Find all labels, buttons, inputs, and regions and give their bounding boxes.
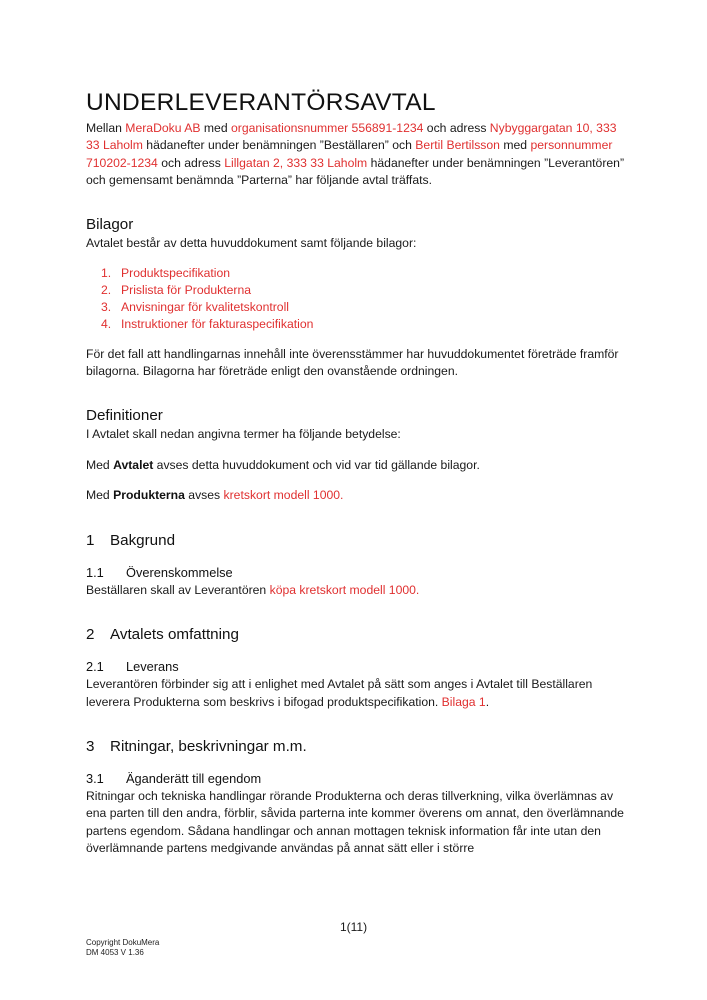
section-2-1-text: Leverantören förbinder sig att i enlighet med Avtalet på sätt som anges i Avtalet till Beställaren leverera Produkterna som beskrivs i bifogad produktspecifikation. Bilaga 1.	[86, 677, 593, 709]
org-number: organisationsnummer 556891-1234	[230, 121, 424, 135]
bilagor-heading: Bilagor	[86, 216, 134, 234]
definitioner-lead: I Avtalet skall nedan angivna termer ha följande betydelse:	[86, 427, 401, 442]
section-1-1-text: Beställaren skall av Leverantören köpa kretskort modell 1000.	[86, 583, 420, 598]
section-2-1-heading: 2.1 Leverans	[86, 659, 179, 675]
list-item: 1. Produktspecifikation	[101, 266, 231, 281]
bilagor-list	[86, 265, 631, 332]
document-body	[86, 88, 631, 857]
intro-text: Mellan	[86, 121, 126, 135]
section-3-1-text: Ritningar och tekniska handlingar rörande Produkterna och deras tillverkning, vilka överlämnas av ena parten till den andra, förblir, såvida parterna inte kommer överens om annat, den överlämnande partens egendom. Sådana handlingar och annan mottagen teknisk information får inte utan den överlämnande partens medgivande användas på annat sätt eller i större	[86, 789, 624, 855]
supplier-address: Lillgatan 2, 333 33 Laholm	[224, 155, 368, 170]
intro-text: och adress	[157, 155, 225, 170]
company-name: MeraDoku AB	[125, 121, 201, 135]
section-3-heading: 3 Ritningar, beskrivningar m.m.	[86, 738, 307, 756]
section-1-1-heading: 1.1 Överenskommelse	[86, 565, 233, 581]
intro-text: hädanefter under benämningen ”Leverantören” och gemensamt benämnda ”Parterna” har följande avtal träffats.	[86, 155, 625, 187]
definition-avtalet: Med Avtalet avses detta huvuddokument och vid var tid gällande bilagor.	[86, 457, 480, 472]
definition-produkterna: Med Produkterna avses kretskort modell 1000.	[86, 487, 344, 502]
intro-text: och adress	[423, 121, 490, 135]
list-item: 2. Prislista för Produkterna	[101, 283, 252, 298]
section-2-heading: 2 Avtalets omfattning	[86, 626, 239, 644]
intro-text: med	[499, 138, 531, 153]
intro-text: med	[200, 121, 231, 135]
section-3-1-heading: 3.1 Äganderätt till egendom	[86, 771, 262, 787]
section-1-heading: 1 Bakgrund	[86, 532, 176, 550]
supplier-name: Bertil Bertilsson	[415, 138, 500, 153]
intro-paragraph	[86, 120, 631, 189]
list-item: 4. Instruktioner för fakturaspecifikation	[101, 316, 314, 331]
term-produkterna: Produkterna	[113, 487, 185, 502]
buyer-address: Nybyggargatan 10, 333 33 Laholm	[86, 121, 617, 153]
document-title: UNDERLEVERANTÖRSAVTAL	[86, 89, 436, 116]
product-value: kretskort modell 1000.	[223, 487, 344, 502]
bilagor-lead: Avtalet består av detta huvuddokument samt följande bilagor:	[86, 236, 417, 251]
page-number: 1(11)	[339, 920, 368, 934]
list-item: 3. Anvisningar för kvalitetskontroll	[101, 300, 289, 315]
intro-text: hädanefter under benämningen ”Beställaren” och	[142, 138, 416, 153]
term-avtalet: Avtalet	[113, 457, 154, 472]
footer-copyright: Copyright DokuMera DM 4053 V 1.36	[86, 938, 160, 957]
bilaga-reference: Bilaga 1	[441, 694, 486, 709]
personal-number: personnummer 710202-1234	[86, 138, 613, 170]
precedence-paragraph: För det fall att handlingarnas innehåll inte överensstämmer har huvuddokumentet företräde framför bilagorna. Bilagorna har företräde enligt den ovanstående ordningen.	[86, 346, 619, 378]
definitioner-heading: Definitioner	[86, 407, 163, 425]
